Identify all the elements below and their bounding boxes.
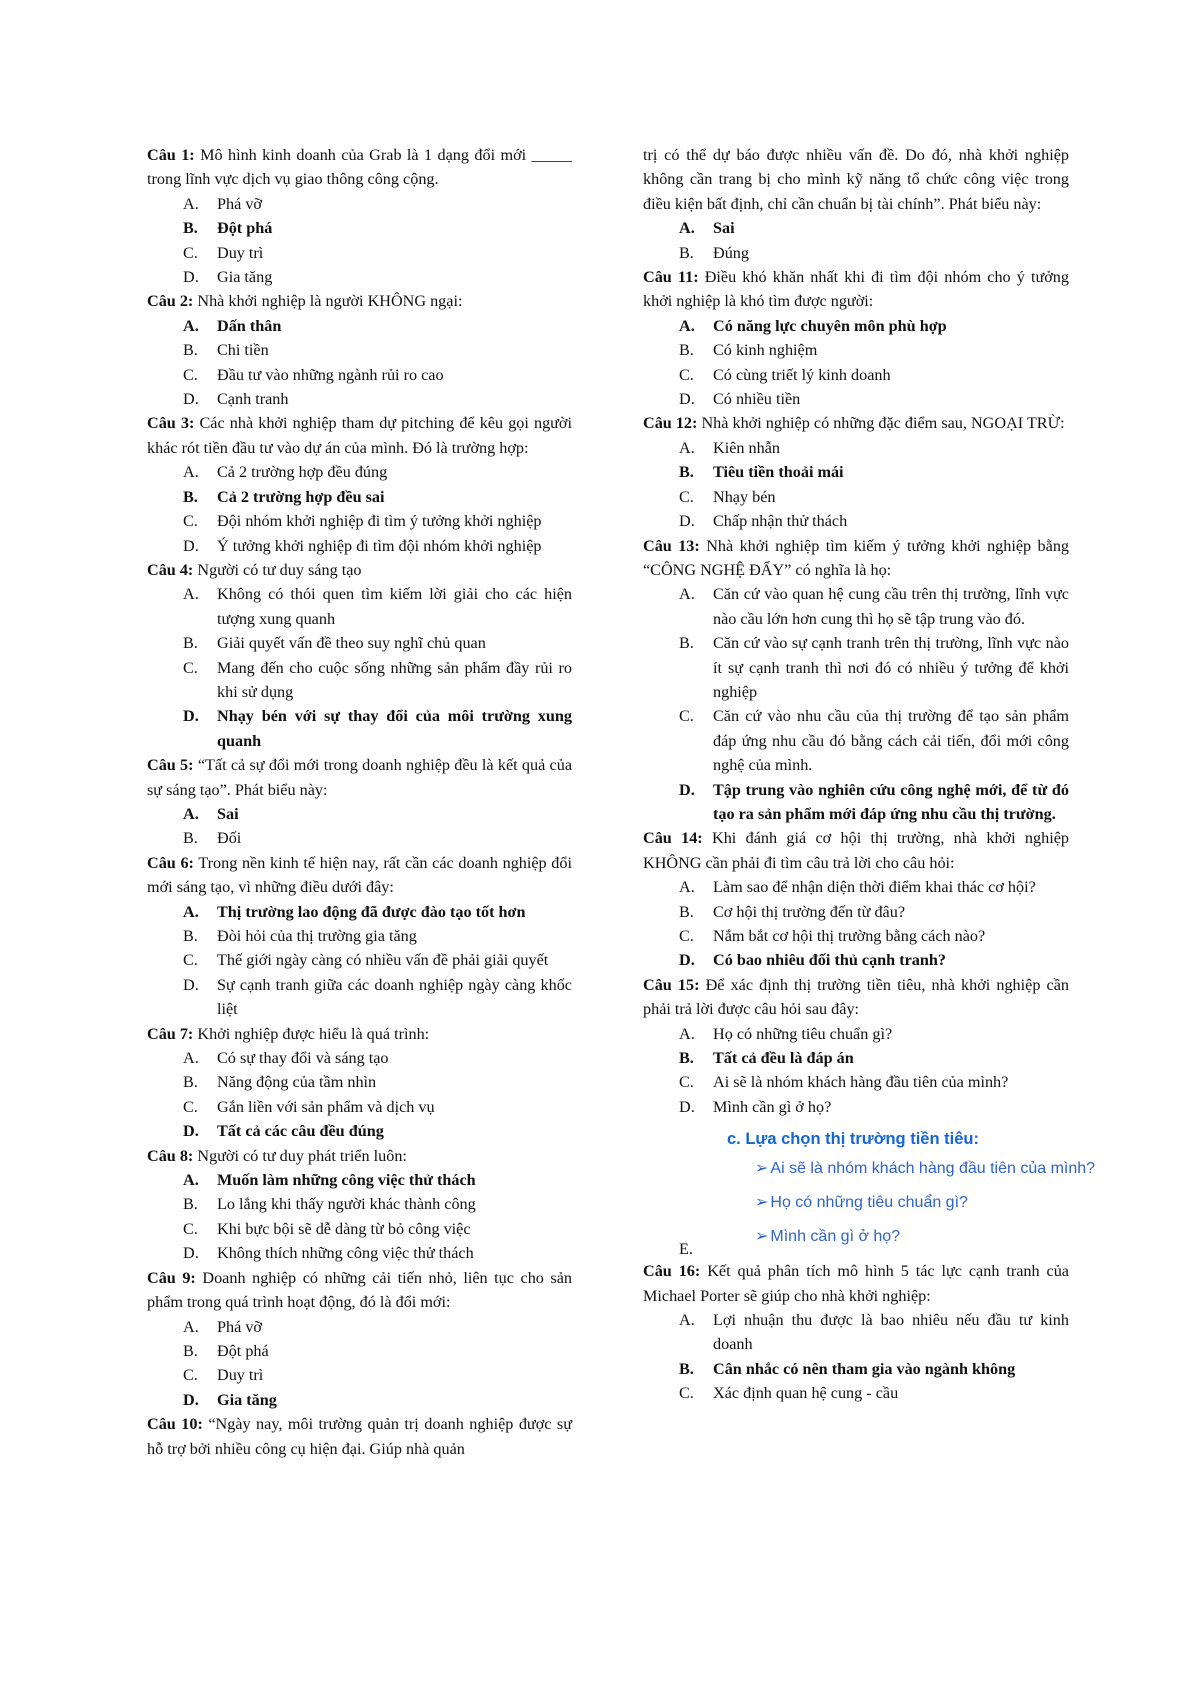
- question: [643, 1259, 1069, 1405]
- question-text: [643, 534, 1069, 583]
- option-text: Thị trường lao động đã được đào tạo tốt hơn: [217, 902, 526, 921]
- option-letter: B.: [183, 341, 198, 360]
- option-letter: C.: [183, 1366, 198, 1385]
- option-text: Dấn thân: [217, 316, 282, 335]
- option-letter: D.: [183, 1244, 199, 1263]
- question-text: [643, 973, 1069, 1022]
- question: [643, 973, 1069, 1119]
- answer-option: [147, 534, 572, 558]
- question-number: Câu 8:: [147, 1146, 194, 1165]
- option-letter: B.: [183, 487, 198, 506]
- question-text: [147, 851, 572, 900]
- answer-option: [147, 314, 572, 338]
- option-letter: D.: [679, 1097, 695, 1116]
- option-letter: C.: [183, 658, 198, 677]
- option-letter: A.: [679, 1311, 695, 1330]
- option-text: Phá vỡ: [217, 1317, 262, 1336]
- option-letter: A.: [183, 1049, 199, 1068]
- question-body: Người có tư duy phát triển luôn:: [197, 1146, 407, 1165]
- option-letter: C.: [679, 707, 694, 726]
- option-letter: A.: [183, 194, 199, 213]
- option-text: Không thích những công việc thử thách: [217, 1244, 474, 1263]
- option-letter: C.: [679, 927, 694, 945]
- question-text: [147, 1412, 572, 1461]
- answer-option: [643, 241, 1069, 265]
- options-list: [643, 582, 1069, 826]
- option-letter: B.: [183, 219, 198, 238]
- option-letter: B.: [679, 243, 694, 262]
- question-body: Các nhà khởi nghiệp tham dự pitching để kêu gọi người khác rót tiền đầu tư vào dự án của mình. Đó là trường hợp:: [147, 414, 572, 457]
- option-text: Không có thói quen tìm kiếm lời giải cho các hiện tượng xung quanh: [217, 585, 572, 628]
- option-text: Mình cần gì ở họ?: [713, 1097, 832, 1116]
- options-list: [147, 582, 572, 753]
- option-letter: A.: [679, 438, 695, 457]
- answer-option: [643, 216, 1069, 240]
- question-number: Câu 9:: [147, 1268, 196, 1287]
- answer-option: [147, 1168, 572, 1192]
- answer-option: [147, 1363, 572, 1387]
- option-text: Căn cứ vào quan hệ cung cầu trên thị trường, lĩnh vực nào cầu lớn hơn cung thì họ sẽ tập trung vào đó.: [713, 585, 1069, 628]
- option-letter: C.: [183, 365, 198, 384]
- question-body: “Ngày nay, môi trường quản trị doanh nghiệp được sự hỗ trợ bởi nhiều công cụ hiện đại. Giúp nhà quản: [147, 1415, 572, 1458]
- question: [147, 558, 572, 753]
- option-letter: C.: [679, 1384, 694, 1403]
- option-text: Đòi hỏi của thị trường gia tăng: [217, 927, 417, 945]
- option-text: Đột phá: [217, 1341, 269, 1360]
- answer-option: [147, 1119, 572, 1143]
- option-text: Đột phá: [217, 219, 273, 238]
- option-letter: B.: [679, 1359, 694, 1378]
- options-list: [643, 875, 1069, 973]
- option-letter: A.: [183, 585, 199, 604]
- question-number: Câu 2:: [147, 292, 194, 311]
- option-letter: D.: [183, 390, 199, 409]
- question-number: Câu 12:: [643, 414, 698, 433]
- option-letter: D.: [183, 1122, 199, 1141]
- question: [643, 534, 1069, 827]
- option-text: Căn cứ vào nhu cầu của thị trường để tạo sản phẩm đáp ứng nhu cầu đó bằng cách cải tiến, đổi mới công nghệ của mình.: [713, 707, 1069, 775]
- option-text: Làm sao để nhận diện thời điểm khai thác cơ hội?: [713, 878, 1036, 897]
- option-letter: B.: [679, 902, 694, 921]
- option-text: Thế giới ngày càng có nhiều vấn đề phải giải quyết: [217, 951, 549, 970]
- option-text: Đúng: [713, 243, 749, 262]
- options-list: [147, 1315, 572, 1413]
- question-body: Nhà khởi nghiệp có những đặc điểm sau, NGOẠI TRỪ:: [701, 414, 1065, 433]
- options-list: [147, 900, 572, 1022]
- option-text: Có bao nhiêu đối thủ cạnh tranh?: [713, 951, 946, 970]
- answer-option: [147, 1070, 572, 1094]
- question-text: [147, 1266, 572, 1315]
- answer-option: [147, 509, 572, 533]
- question: [643, 265, 1069, 411]
- arrow-icon: ➢: [755, 1160, 769, 1178]
- option-text: Đội nhóm khởi nghiệp đi tìm ý tưởng khởi nghiệp: [217, 512, 542, 531]
- option-text: Giải quyết vấn đề theo suy nghĩ chủ quan: [217, 634, 486, 653]
- question-text: [147, 289, 572, 313]
- answer-option: [147, 924, 572, 948]
- option-text: Cả 2 trường hợp đều đúng: [217, 463, 388, 482]
- option-letter: B.: [679, 1049, 694, 1068]
- option-letter: A.: [183, 902, 199, 921]
- answer-option: [643, 314, 1069, 338]
- answer-option: [643, 387, 1069, 411]
- question-body: Trong nền kinh tế hiện nay, rất cần các doanh nghiệp đổi mới sáng tạo, vì những điều dưới đây:: [147, 853, 572, 897]
- options-list: [147, 802, 572, 851]
- options-list: [147, 1046, 572, 1144]
- answer-option: [643, 509, 1069, 533]
- answer-option: [147, 1315, 572, 1339]
- question-number: Câu 6:: [147, 853, 194, 872]
- option-text: Tiêu tiền thoải mái: [713, 463, 844, 482]
- answer-option: [147, 363, 572, 387]
- option-text: Gắn liền với sản phẩm và dịch vụ: [217, 1097, 435, 1116]
- answer-option: [643, 1308, 1069, 1357]
- option-letter: A.: [679, 585, 695, 604]
- answer-option: [643, 1095, 1069, 1119]
- question-text: [643, 826, 1069, 875]
- slide-item: ➢ Mình cần gì ở họ?: [755, 1228, 901, 1246]
- question-body: Để xác định thị trường tiền tiêu, nhà khởi nghiệp cần phải trả lời được câu hỏi sau đây:: [643, 975, 1069, 1019]
- option-text: Có sự thay đổi và sáng tạo: [217, 1049, 389, 1068]
- answer-option: [643, 363, 1069, 387]
- question-number: Câu 5:: [147, 756, 194, 775]
- option-text: Có năng lực chuyên môn phù hợp: [713, 316, 947, 335]
- arrow-icon: ➢: [755, 1194, 769, 1212]
- right-questions-after: [643, 1259, 1069, 1405]
- option-letter: B.: [183, 1195, 198, 1214]
- answer-option: [643, 1070, 1069, 1094]
- answer-option: [147, 973, 572, 1022]
- option-text: Chi tiền: [217, 341, 269, 360]
- question-10-continuation: trị có thể dự báo được nhiều vấn đề. Do đó, nhà khởi nghiệp không cần trang bị cho mình kỹ năng tổ chức công việc trong điều kiện bất định, chỉ cần chuẩn bị tài chính”. Phát biểu này:: [643, 146, 1069, 213]
- question-number: Câu 16:: [643, 1262, 701, 1281]
- option-letter: C.: [679, 365, 694, 384]
- question-body: Nhà khởi nghiệp là người KHÔNG ngại:: [197, 292, 463, 311]
- option-text: Kiên nhẫn: [713, 438, 780, 457]
- answer-option: [147, 802, 572, 826]
- option-letter: A.: [679, 219, 695, 238]
- answer-option: [643, 1046, 1069, 1070]
- answer-option: [147, 387, 572, 411]
- option-letter: A.: [183, 1171, 199, 1190]
- answer-option: [147, 656, 572, 705]
- question: [147, 411, 572, 557]
- answer-option: [147, 192, 572, 216]
- answer-option: [643, 338, 1069, 362]
- answer-option: [643, 900, 1069, 924]
- answer-option: [147, 631, 572, 655]
- options-list: [147, 460, 572, 558]
- option-text: Duy trì: [217, 243, 264, 262]
- question: [147, 1412, 572, 1461]
- option-text: Họ có những tiêu chuẩn gì?: [713, 1024, 893, 1043]
- question-text: [643, 1259, 1069, 1308]
- option-letter: A.: [183, 463, 199, 482]
- question-number: Câu 7:: [147, 1024, 194, 1043]
- option-text: Căn cứ vào sự cạnh tranh trên thị trường, lĩnh vực nào ít sự cạnh tranh thì nơi đó có nhiều ý tưởng để khởi nghiệp: [713, 634, 1069, 701]
- question-text: [643, 411, 1069, 435]
- question: [147, 1266, 572, 1412]
- option-letter: C.: [679, 487, 694, 506]
- option-letter: D.: [183, 707, 199, 726]
- option-text: Muốn làm những công việc thử thách: [217, 1171, 476, 1190]
- option-letter: D.: [183, 268, 199, 287]
- option-text: Lo lắng khi thấy người khác thành công: [217, 1195, 476, 1214]
- answer-option: [147, 826, 572, 850]
- answer-option: [643, 704, 1069, 777]
- option-letter: B.: [183, 1073, 198, 1092]
- answer-option: [147, 1217, 572, 1241]
- question-number: Câu 13:: [643, 536, 700, 555]
- question-number: Câu 11:: [643, 268, 699, 287]
- option-letter: B.: [679, 341, 694, 360]
- options-list: [643, 314, 1069, 412]
- option-text: Mang đến cho cuộc sống những sản phẩm đầy rủi ro khi sử dụng: [217, 658, 572, 701]
- option-text: Ý tưởng khởi nghiệp đi tìm đội nhóm khởi nghiệp: [217, 536, 542, 555]
- question-10-options: [643, 216, 1069, 265]
- option-text: Đầu tư vào những ngành rủi ro cao: [217, 365, 444, 384]
- options-list: [643, 1308, 1069, 1406]
- right-questions: [643, 265, 1069, 1119]
- option-letter: D.: [679, 780, 695, 799]
- arrow-icon: ➢: [755, 1228, 769, 1246]
- answer-option: [147, 948, 572, 972]
- question-body: Khi đánh giá cơ hội thị trường, nhà khởi nghiệp KHÔNG cần phải đi tìm câu trả lời cho câu hỏi:: [643, 829, 1069, 872]
- option-text: Phá vỡ: [217, 194, 262, 213]
- answer-option: [147, 1388, 572, 1412]
- option-letter: C.: [183, 1097, 198, 1116]
- question-number: Câu 10:: [147, 1415, 203, 1434]
- option-letter: B.: [183, 927, 198, 945]
- option-letter: B.: [679, 634, 694, 653]
- question-number: Câu 4:: [147, 560, 194, 579]
- answer-option: [643, 875, 1069, 899]
- option-letter: A.: [183, 1317, 199, 1336]
- option-letter: D.: [679, 390, 695, 409]
- answer-option: [147, 460, 572, 484]
- option-letter: A.: [183, 316, 199, 335]
- option-letter: A.: [679, 1024, 695, 1043]
- question: [147, 1022, 572, 1144]
- answer-option: [147, 1046, 572, 1070]
- option-text: Chấp nhận thử thách: [713, 512, 848, 531]
- question: [643, 826, 1069, 972]
- option-text: Tất cả các câu đều đúng: [217, 1122, 384, 1141]
- option-letter: B.: [679, 463, 694, 482]
- option-letter: A.: [679, 316, 695, 335]
- answer-option: [147, 265, 572, 289]
- question-text: [147, 411, 572, 460]
- question-number: Câu 3:: [147, 414, 195, 433]
- option-text: Lợi nhuận thu được là bao nhiêu nếu đầu tư kinh doanh: [713, 1311, 1069, 1354]
- question-body: Người có tư duy sáng tạo: [197, 560, 362, 579]
- answer-option: [147, 1095, 572, 1119]
- question-number: Câu 14:: [643, 829, 703, 848]
- option-text: Năng động của tầm nhìn: [217, 1073, 377, 1092]
- option-letter-e: E.: [679, 1240, 693, 1259]
- answer-option: [643, 485, 1069, 509]
- answer-option: [643, 460, 1069, 484]
- answer-option: [643, 1022, 1069, 1046]
- answer-option: [643, 924, 1069, 948]
- option-letter: D.: [679, 951, 695, 970]
- question-body: Khởi nghiệp được hiểu là quá trình:: [197, 1024, 430, 1043]
- question-number: Câu 15:: [643, 975, 700, 994]
- options-list: [147, 314, 572, 412]
- answer-option: [147, 1339, 572, 1363]
- question-body: “Tất cả sự đổi mới trong doanh nghiệp đều là kết quả của sự sáng tạo”. Phát biểu này:: [147, 756, 573, 799]
- question-body: Điều khó khăn nhất khi đi tìm đội nhóm cho ý tưởng khởi nghiệp là khó tìm được người:: [643, 268, 1069, 311]
- option-letter: A.: [183, 804, 199, 823]
- answer-option: [643, 631, 1069, 704]
- option-letter: D.: [183, 1390, 199, 1409]
- answer-option: [643, 778, 1069, 827]
- option-text: Cả 2 trường hợp đều sai: [217, 487, 385, 506]
- option-text: Cạnh tranh: [217, 390, 289, 409]
- option-text: Tập trung vào nghiên cứu công nghệ mới, để từ đó tạo ra sản phẩm mới đáp ứng nhu cầu thị trường.: [713, 780, 1069, 823]
- option-text: Nhạy bén: [713, 487, 776, 506]
- right-column: [643, 143, 1096, 1406]
- option-text: Gia tăng: [217, 268, 273, 287]
- question-text: [147, 753, 572, 802]
- option-letter: B.: [183, 829, 198, 848]
- question: [147, 289, 572, 411]
- answer-option: [643, 1357, 1069, 1381]
- answer-option: [643, 582, 1069, 631]
- option-text: Tất cả đều là đáp án: [713, 1049, 854, 1068]
- option-text: Có cùng triết lý kinh doanh: [713, 365, 891, 384]
- answer-option: [147, 1192, 572, 1216]
- option-text: Sự cạnh tranh giữa các doanh nghiệp ngày càng khốc liệt: [217, 975, 572, 1019]
- option-text: Khi bực bội sẽ dễ dàng từ bỏ công việc: [217, 1219, 471, 1238]
- option-letter: C.: [679, 1073, 694, 1092]
- question-text: [643, 265, 1069, 314]
- option-letter: B.: [183, 634, 198, 653]
- answer-option: [643, 436, 1069, 460]
- question-text: [147, 143, 572, 192]
- slide-image: [643, 1127, 1096, 1259]
- question: [147, 851, 572, 1022]
- option-text: Nắm bắt cơ hội thị trường bằng cách nào?: [713, 927, 986, 945]
- option-letter: B.: [183, 1341, 198, 1360]
- answer-option: [147, 485, 572, 509]
- option-text: Có nhiều tiền: [713, 390, 801, 409]
- answer-option: [643, 948, 1069, 972]
- options-list: [643, 1022, 1069, 1120]
- option-text: Nhạy bén với sự thay đổi của môi trường xung quanh: [217, 707, 572, 750]
- option-letter: D.: [679, 512, 695, 531]
- answer-option: [147, 704, 572, 753]
- option-letter: C.: [183, 1219, 198, 1238]
- option-letter: A.: [679, 878, 695, 897]
- option-letter: D.: [183, 975, 199, 994]
- option-text: Ai sẽ là nhóm khách hàng đầu tiên của mình?: [713, 1073, 1009, 1092]
- question-body: Mô hình kinh doanh của Grab là 1 dạng đổi mới _____ trong lĩnh vực dịch vụ giao thông công cộng.: [147, 146, 572, 189]
- question-text: [147, 1144, 572, 1168]
- options-list: [147, 1168, 572, 1266]
- option-text: Gia tăng: [217, 1390, 277, 1409]
- answer-option: [147, 900, 572, 924]
- option-letter: D.: [183, 536, 199, 555]
- option-text: Đối: [217, 829, 242, 848]
- question-text: [147, 1022, 572, 1046]
- option-text: Sai: [713, 219, 735, 238]
- question: [147, 143, 572, 289]
- option-text: Có kinh nghiệm: [713, 341, 818, 360]
- answer-option: [147, 582, 572, 631]
- option-letter: C.: [183, 243, 198, 262]
- option-letter: C.: [183, 512, 198, 531]
- answer-option: [147, 1241, 572, 1265]
- slide-item: ➢ Họ có những tiêu chuẩn gì?: [755, 1194, 968, 1212]
- question-body: Kết quả phân tích mô hình 5 tác lực cạnh tranh của Michael Porter sẽ giúp cho nhà khởi nghiệp:: [643, 1262, 1069, 1305]
- option-letter: C.: [183, 951, 198, 970]
- answer-option: [147, 338, 572, 362]
- question: [147, 753, 572, 851]
- option-text: Cân nhắc có nên tham gia vào ngành không: [713, 1359, 1016, 1378]
- left-column: [147, 143, 572, 1461]
- question-text: [147, 558, 572, 582]
- option-text: Cơ hội thị trường đến từ đâu?: [713, 902, 906, 921]
- question-number: Câu 1:: [147, 146, 195, 164]
- options-list: [643, 436, 1069, 534]
- options-list: [147, 192, 572, 290]
- option-text: Duy trì: [217, 1366, 264, 1385]
- slide-item: ➢ Ai sẽ là nhóm khách hàng đầu tiên của mình?: [755, 1160, 1096, 1178]
- slide-title: c. Lựa chọn thị trường tiền tiêu:: [727, 1130, 979, 1149]
- answer-option: [643, 1381, 1069, 1405]
- question-body: Nhà khởi nghiệp tìm kiếm ý tưởng khởi nghiệp bằng “CÔNG NGHỆ ĐẨY” có nghĩa là họ:: [643, 536, 1070, 579]
- option-text: Sai: [217, 804, 239, 823]
- answer-option: [147, 216, 572, 240]
- question: [643, 411, 1069, 533]
- answer-option: [147, 241, 572, 265]
- option-text: Xác định quan hệ cung - cầu: [713, 1384, 899, 1403]
- question-body: Doanh nghiệp có những cải tiến nhỏ, liên tục cho sản phẩm trong quá trình hoạt động, đó là đổi mới:: [147, 1268, 573, 1312]
- question: [147, 1144, 572, 1266]
